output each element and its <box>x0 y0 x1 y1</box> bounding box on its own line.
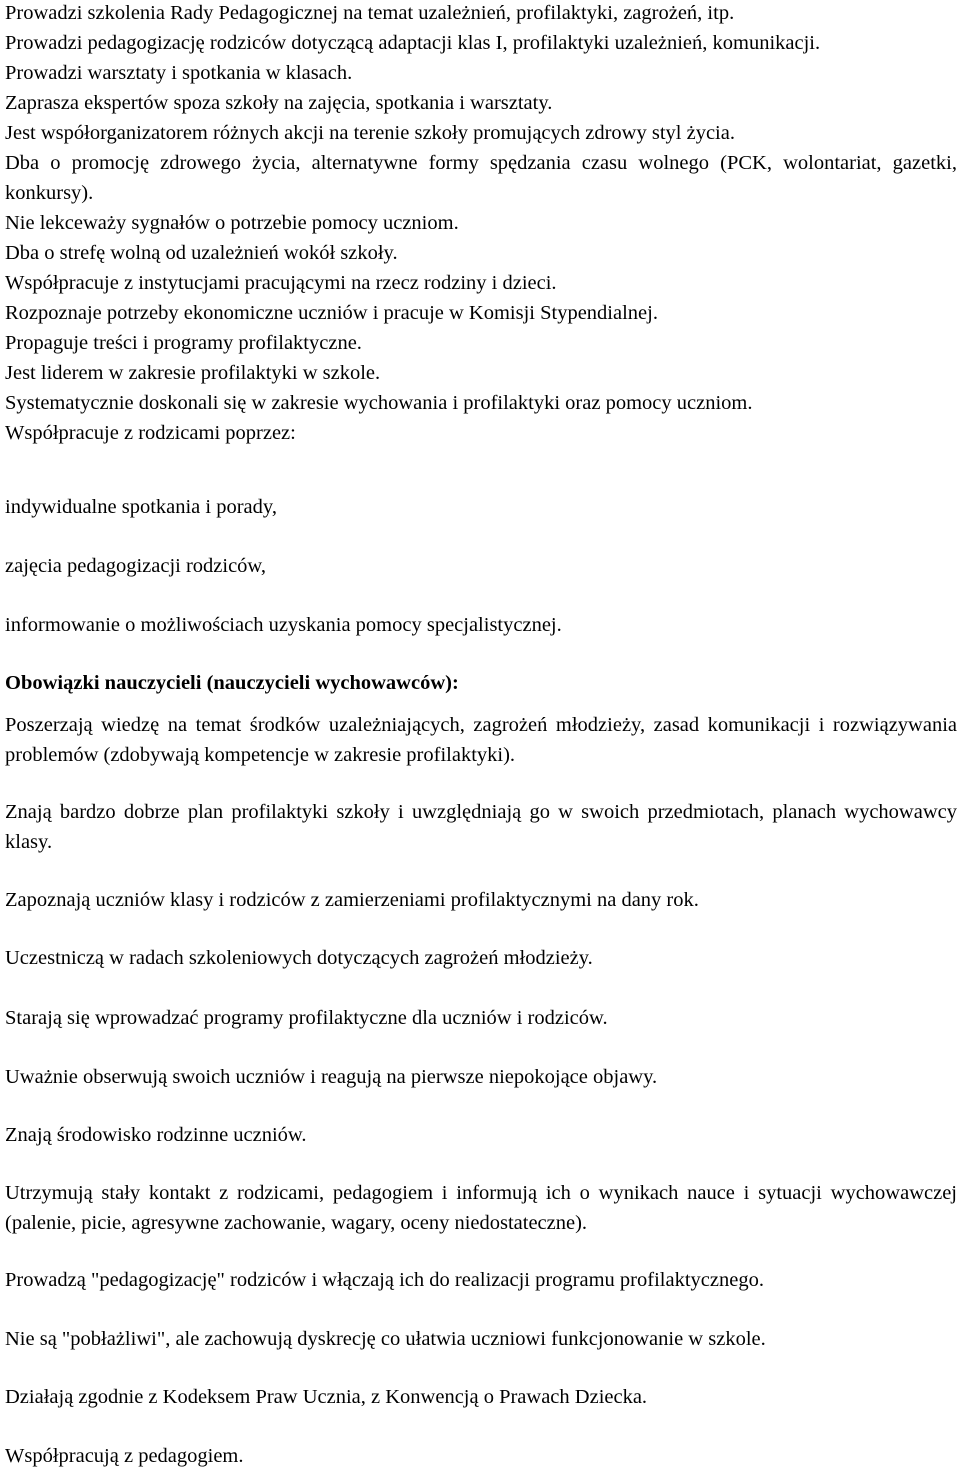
duty-line: Jest liderem w zakresie profilaktyki w szkole. <box>5 362 381 384</box>
duty-line: Zaprasza ekspertów spoza szkoły na zajęcia, spotkania i warsztaty. <box>5 92 553 114</box>
parent-cooperation-item: indywidualne spotkania i porady, <box>5 496 277 518</box>
duty-line: Rozpoznaje potrzeby ekonomiczne uczniów i pracuje w Komisji Stypendialnej. <box>5 302 658 324</box>
duty-line: Jest współorganizatorem różnych akcji na terenie szkoły promujących zdrowy styl życia. <box>5 122 735 144</box>
duty-line: Dba o strefę wolną od uzależnień wokół szkoły. <box>5 242 398 264</box>
teacher-duty: Działają zgodnie z Kodeksem Praw Ucznia, z Konwencją o Prawach Dziecka. <box>5 1386 648 1408</box>
teacher-duty: Prowadzą "pedagogizację" rodziców i włączają ich do realizacji programu profilaktycznego. <box>5 1269 764 1291</box>
teacher-duty: Uczestniczą w radach szkoleniowych dotyczących zagrożeń młodzieży. <box>5 947 593 969</box>
duty-line: Dba o promocję zdrowego życia, alternatywne formy spędzania czasu wolnego (PCK, wolontariat, gazetki, konkursy). <box>5 152 957 204</box>
teacher-duty: Współpracują z pedagogiem. <box>5 1445 244 1467</box>
teacher-duty: Poszerzają wiedzę na temat środków uzależniających, zagrożeń młodzieży, zasad komunikacji i rozwiązywania problemów (zdobywają kompetencje w zakresie profilaktyki). <box>5 714 957 766</box>
teacher-duty: Utrzymują stały kontakt z rodzicami, pedagogiem i informują ich o wynikach nauce i sytuacji wychowawczej (palenie, picie, agresywne zachowanie, wagary, oceny niedostateczne). <box>5 1182 957 1234</box>
teacher-duty: Starają się wprowadzać programy profilaktyczne dla uczniów i rodziców. <box>5 1007 608 1029</box>
teacher-duty: Nie są "pobłażliwi", ale zachowują dyskrecję co ułatwia uczniowi funkcjonowanie w szkole. <box>5 1328 766 1350</box>
duty-line: Prowadzi warsztaty i spotkania w klasach. <box>5 62 353 84</box>
duty-line: Prowadzi szkolenia Rady Pedagogicznej na temat uzależnień, profilaktyki, zagrożeń, itp. <box>5 2 735 24</box>
teacher-duty: Znają bardzo dobrze plan profilaktyki szkoły i uwzględniają go w swoich przedmiotach, planach wychowawcy klasy. <box>5 801 957 853</box>
teacher-duty: Zapoznają uczniów klasy i rodziców z zamierzeniami profilaktycznymi na dany rok. <box>5 889 699 911</box>
teachers-heading: Obowiązki nauczycieli (nauczycieli wychowawców): <box>5 672 459 694</box>
duty-line: Współpracuje z rodzicami poprzez: <box>5 422 296 444</box>
duty-line: Prowadzi pedagogizację rodziców dotyczącą adaptacji klas I, profilaktyki uzależnień, komunikacji. <box>5 32 821 54</box>
duty-line: Nie lekceważy sygnałów o potrzebie pomocy uczniom. <box>5 212 459 234</box>
teacher-duty: Znają środowisko rodzinne uczniów. <box>5 1124 307 1146</box>
parent-cooperation-item: zajęcia pedagogizacji rodziców, <box>5 555 267 577</box>
duty-line: Współpracuje z instytucjami pracującymi na rzecz rodziny i dzieci. <box>5 272 557 294</box>
counselor-duties <box>5 0 957 448</box>
parent-cooperation-item: informowanie o możliwościach uzyskania pomocy specjalistycznej. <box>5 614 562 636</box>
teacher-duty: Uważnie obserwują swoich uczniów i reagują na pierwsze niepokojące objawy. <box>5 1066 658 1088</box>
duty-line: Systematycznie doskonali się w zakresie wychowania i profilaktyki oraz pomocy uczniom. <box>5 392 753 414</box>
duty-line: Propaguje treści i programy profilaktyczne. <box>5 332 362 354</box>
